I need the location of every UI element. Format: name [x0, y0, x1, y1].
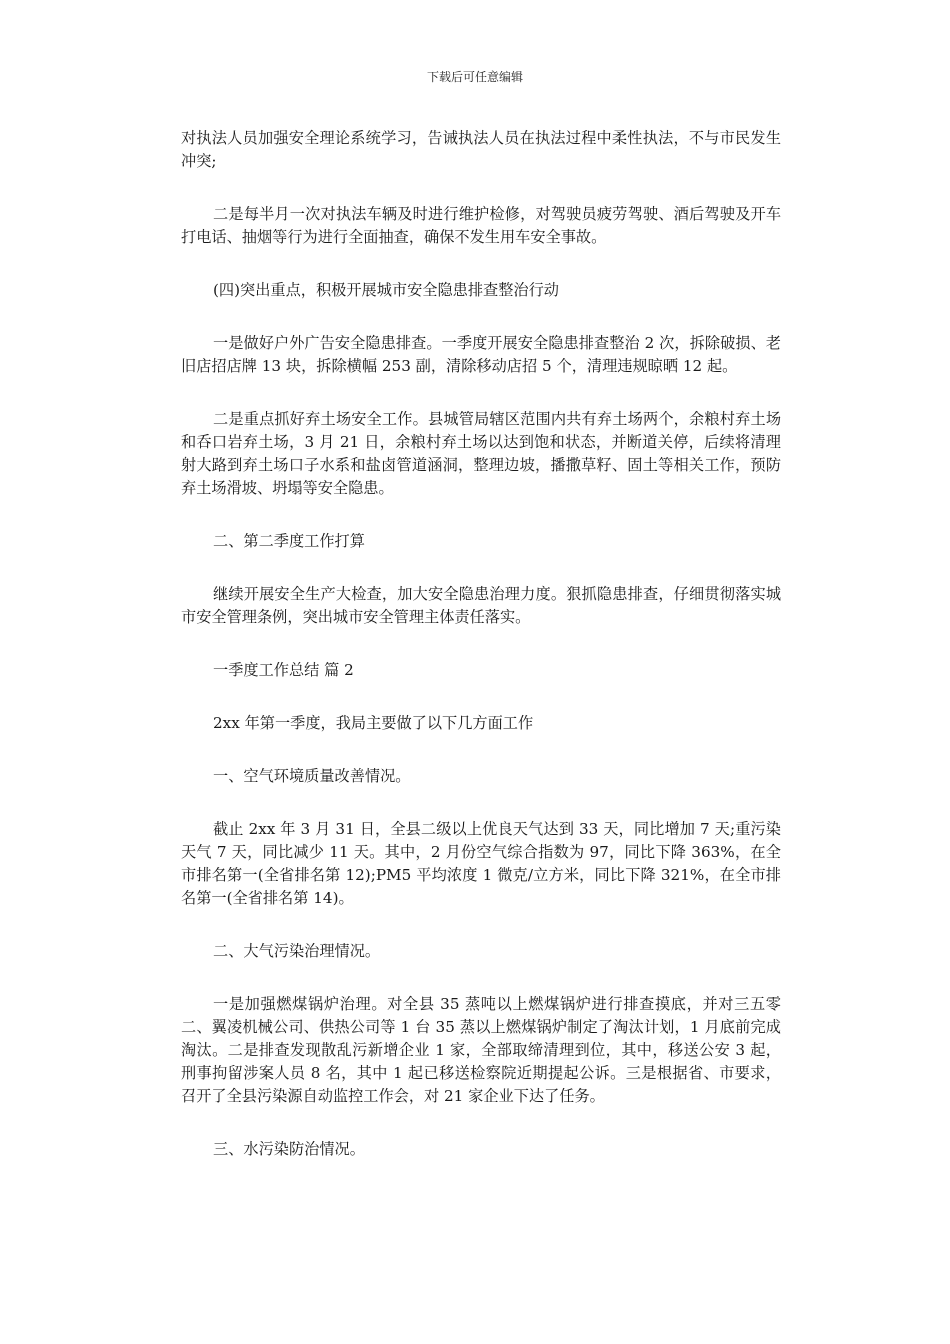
paragraph-14: 三、水污染防治情况。 [213, 1140, 365, 1158]
paragraph-13: 一是加强燃煤锅炉治理。对全县 35 蒸吨以上燃煤锅炉进行排查摸底，并对三五零二、翼凌机械公司、供热公司等 1 台 35 蒸以上燃煤锅炉制定了淘汰计划，1 月底前完成淘汰。二是排查发现散乱污新增企业 1 家，全部取缔清理到位，其中，移送公安 3 起，刑事拘留涉案人员 8 名，其中 1 起已移送检察院近期提起公诉。三是根据省、市要求，召开了全县污染源自动监控工作会，对 21 家企业下达了任务。 [181, 995, 781, 1105]
paragraph-7: 继续开展安全生产大检查，加大安全隐患治理力度。狠抓隐患排查，仔细贯彻落实城市安全管理条例，突出城市安全管理主体责任落实。 [181, 585, 781, 626]
paragraph-4: 一是做好户外广告安全隐患排查。一季度开展安全隐患排查整治 2 次，拆除破损、老旧店招店牌 13 块，拆除横幅 253 副，清除移动店招 5 个，清理违规晾晒 12 起。 [181, 334, 781, 375]
paragraph-9: 2xx 年第一季度，我局主要做了以下几方面工作 [213, 714, 534, 732]
paragraph-5: 二是重点抓好弃土场安全工作。县城管局辖区范围内共有弃土场两个，余粮村弃土场和呑口岩弃土场，3 月 21 日，余粮村弃土场以达到饱和状态，并断道关停，后续将清理射大路到弃土场口子水系和盐卤管道涵洞，整理边坡，播撒草籽、固土等相关工作，预防弃土场滑坡、坍塌等安全隐患。 [181, 410, 781, 497]
paragraph-1: 对执法人员加强安全理论系统学习，告诫执法人员在执法过程中柔性执法，不与市民发生冲突; [181, 129, 781, 170]
paragraph-2: 二是每半月一次对执法车辆及时进行维护检修，对驾驶员疲劳驾驶、酒后驾驶及开车打电话、抽烟等行为进行全面抽查，确保不发生用车安全事故。 [181, 205, 781, 246]
paragraph-12: 二、大气污染治理情况。 [213, 942, 381, 960]
paragraph-10: 一、空气环境质量改善情况。 [213, 767, 411, 785]
page-header-note: 下载后可任意编辑 [426, 70, 523, 84]
paragraph-8: 一季度工作总结 篇 2 [213, 661, 354, 679]
paragraph-11: 截止 2xx 年 3 月 31 日，全县二级以上优良天气达到 33 天，同比增加 7 天;重污染天气 7 天，同比减少 11 天。其中，2 月份空气综合指数为 97，同比下降 363%，在全市排名第一(全省排名第 12);PM5 平均浓度 1 微克/立方米，同比下降 321%，在全市排名第一(全省排名第 14)。 [181, 820, 781, 907]
document-body [181, 127, 781, 1191]
paragraph-6: 二、第二季度工作打算 [213, 532, 365, 550]
paragraph-3: (四)突出重点，积极开展城市安全隐患排查整治行动 [213, 281, 559, 299]
